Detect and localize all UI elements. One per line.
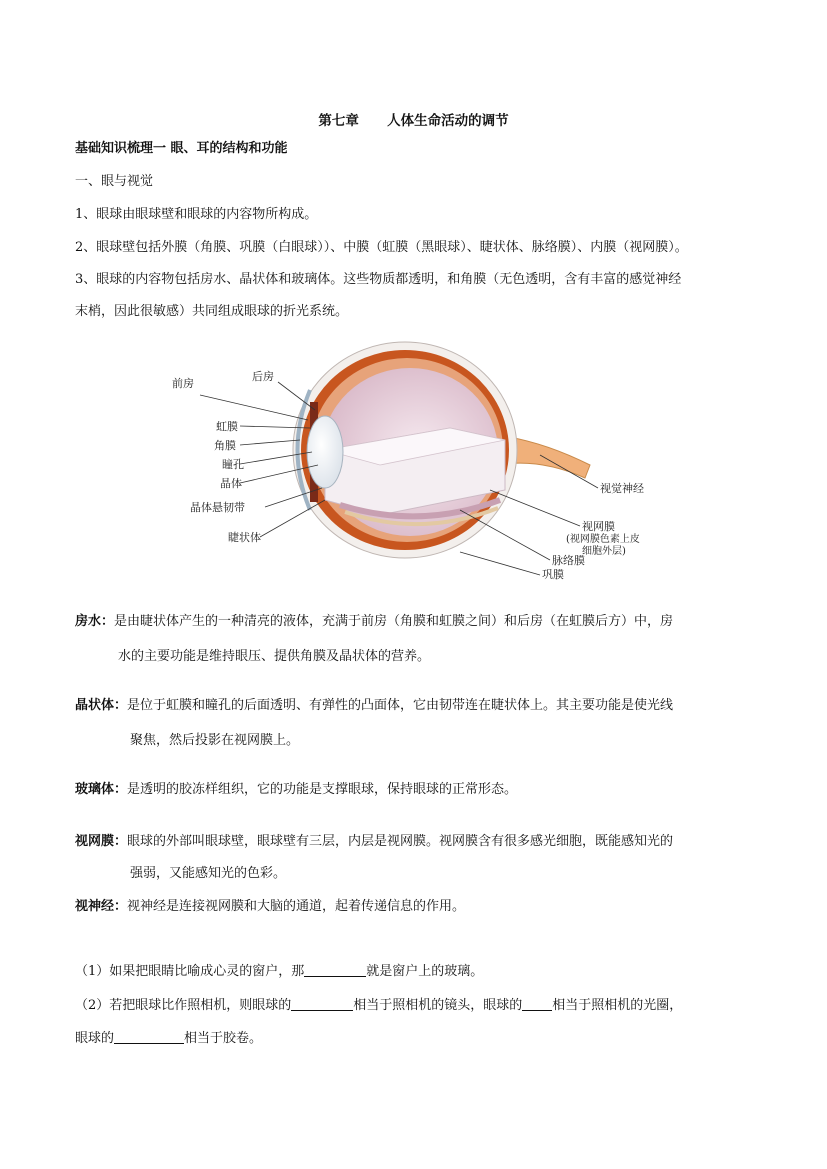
- label-lens: 晶体: [220, 477, 242, 490]
- question-2-text-e: 相当于胶卷。: [184, 1031, 263, 1046]
- question-2-text-c: 相当于照相机的光圈，: [552, 998, 683, 1013]
- question-2: [75, 998, 682, 1014]
- term-optic-nerve: 视神经：: [75, 899, 128, 914]
- definition-lens: [75, 698, 673, 714]
- definition-optic-nerve: [75, 899, 465, 915]
- label-retina: 视网膜: [582, 520, 615, 533]
- question-2-text-d: 眼球的: [75, 1031, 115, 1046]
- label-zonule: 晶体悬韧带: [190, 501, 245, 514]
- answer-blank-1[interactable]: [304, 964, 366, 977]
- point-1: 1、眼球由眼球壁和眼球的内容物所构成。: [75, 207, 318, 222]
- question-2-cont: [75, 1031, 262, 1047]
- term-vitreous: 玻璃体：: [75, 782, 128, 797]
- definition-vitreous: [75, 782, 517, 798]
- eye-anatomy-figure: [160, 340, 680, 585]
- definition-retina: [75, 834, 673, 850]
- definition-text: 是透明的胶冻样组织，它的功能是支撑眼球，保持眼球的正常形态。: [127, 782, 518, 797]
- label-ciliary-body: 睫状体: [228, 531, 261, 544]
- definition-text: 是位于虹膜和瞳孔的后面透明、有弹性的凸面体，它由韧带连在睫状体上。其主要功能是使光线: [127, 698, 674, 713]
- chapter-title: 第七章 人体生命活动的调节: [318, 113, 509, 129]
- definition-text: 眼球的外部叫眼球壁，眼球壁有三层，内层是视网膜。视网膜含有很多感光细胞，既能感知光的: [127, 834, 674, 849]
- label-iris: 虹膜: [216, 420, 238, 433]
- point-3: 3、眼球的内容物包括房水、晶状体和玻璃体。这些物质都透明，和角膜（无色透明，含有丰富的感觉神经: [75, 272, 682, 287]
- question-2-text-a: （2）若把眼球比作照相机，则眼球的: [75, 998, 292, 1013]
- subsection-heading: 一、眼与视觉: [75, 174, 154, 189]
- question-2-text-b: 相当于照相机的镜头，眼球的: [353, 998, 523, 1013]
- question-1-text-a: （1）如果把眼睛比喻成心灵的窗户，那: [75, 964, 305, 979]
- label-retina-note-2: 细胞外层): [582, 546, 626, 557]
- definition-lens-cont: 聚焦，然后投影在视网膜上。: [130, 733, 300, 748]
- label-posterior-chamber: 后房: [252, 370, 274, 383]
- answer-blank-2[interactable]: [291, 998, 353, 1011]
- answer-blank-3[interactable]: [522, 998, 552, 1011]
- definition-text: 视神经是连接视网膜和大脑的通道，起着传递信息的作用。: [127, 899, 466, 914]
- label-choroid: 脉络膜: [552, 554, 585, 567]
- answer-blank-4[interactable]: [114, 1031, 184, 1044]
- lens-shape: [307, 416, 343, 488]
- term-retina: 视网膜：: [75, 834, 128, 849]
- section-heading: 基础知识梳理一 眼、耳的结构和功能: [75, 141, 288, 156]
- point-3-cont: 末梢，因此很敏感）共同组成眼球的折光系统。: [75, 304, 349, 319]
- point-2: 2、眼球壁包括外膜（角膜、巩膜（白眼球））、中膜（虹膜（黑眼球）、睫状体、脉络膜）、内膜（视网膜）。: [75, 240, 688, 255]
- definition-aqueous: [75, 614, 673, 630]
- label-pupil: 瞳孔: [222, 458, 244, 471]
- definition-retina-cont: 强弱，又能感知光的色彩。: [130, 866, 287, 881]
- question-1-text-b: 就是窗户上的玻璃。: [366, 964, 484, 979]
- label-sclera: 巩膜: [542, 568, 564, 581]
- definition-text: 是由睫状体产生的一种清亮的液体，充满于前房（角膜和虹膜之间）和后房（在虹膜后方）中，房: [114, 614, 674, 629]
- definition-aqueous-cont: 水的主要功能是维持眼压、提供角膜及晶状体的营养。: [118, 649, 431, 664]
- term-lens: 晶状体：: [75, 698, 128, 713]
- term-aqueous: 房水：: [75, 614, 115, 629]
- label-retina-note-1: (视网膜色素上皮: [566, 534, 640, 545]
- question-1: [75, 964, 483, 980]
- label-cornea: 角膜: [214, 439, 236, 452]
- label-anterior-chamber: 前房: [172, 377, 194, 390]
- label-optic-nerve: 视觉神经: [600, 482, 644, 495]
